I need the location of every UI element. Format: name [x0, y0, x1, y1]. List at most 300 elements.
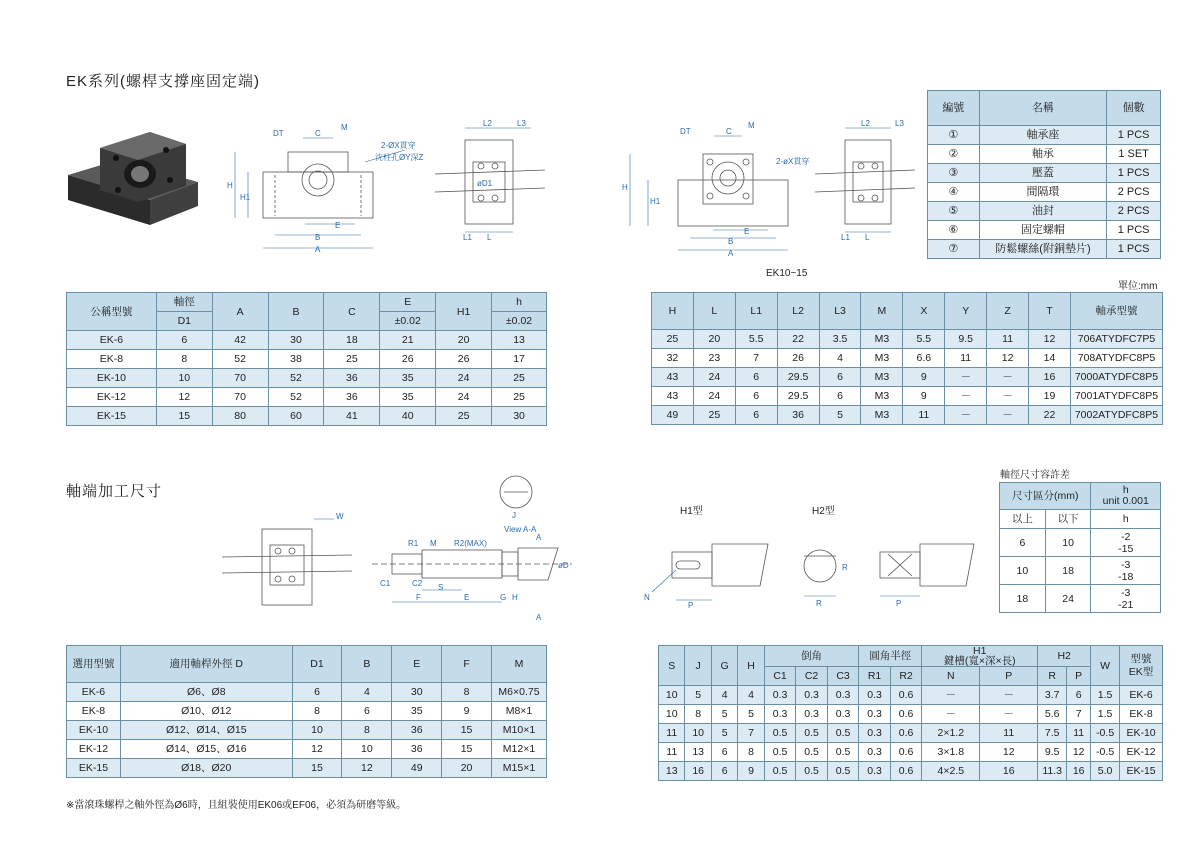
table-cell: 6: [735, 406, 777, 425]
table-header: Z: [987, 293, 1029, 330]
t1-header-c: C: [324, 293, 380, 331]
table-cell: 19: [1029, 387, 1071, 406]
tol-header-unit: unit 0.001: [1102, 495, 1149, 507]
table-cell: 22: [777, 330, 819, 349]
table-cell: 11: [980, 724, 1038, 743]
table-cell: M10×1: [491, 721, 546, 740]
table-cell: 6: [156, 331, 212, 350]
table-cell: 0.3: [764, 705, 796, 724]
table-cell: 24: [436, 388, 492, 407]
table-cell: 18: [1045, 557, 1091, 585]
t4-header-p2: P: [1067, 667, 1091, 686]
table-cell: 5.5: [735, 330, 777, 349]
table-cell: EK-6: [1120, 686, 1163, 705]
tolerance-cell: [1091, 557, 1161, 585]
tolerance-value: -15: [1118, 542, 1134, 555]
table-cell: 30: [492, 407, 547, 426]
table-cell: 0.5: [796, 743, 828, 762]
table-cell: EK-15: [67, 407, 157, 426]
t4-header-g: G: [711, 646, 737, 686]
table-cell: 21: [380, 331, 436, 350]
table-cell: 7002ATYDFC8P5: [1070, 406, 1162, 425]
table-cell: EK-6: [67, 683, 121, 702]
table-cell: 7: [735, 349, 777, 368]
h2-type-drawing: [798, 530, 978, 610]
table-cell: 7000ATYDFC8P5: [1070, 368, 1162, 387]
table-row: [659, 762, 1163, 781]
dimension-table-2: [651, 292, 1163, 425]
table-row: [67, 369, 547, 388]
t4-header-r: R: [1038, 667, 1067, 686]
svg-text:M: M: [341, 123, 348, 132]
table-cell: EK-10: [1120, 724, 1163, 743]
parts-cell: ③: [928, 164, 980, 183]
table-cell: 9: [903, 368, 945, 387]
table-cell: －: [922, 705, 980, 724]
table-row: [659, 705, 1163, 724]
table-cell: 0.3: [859, 686, 891, 705]
table-cell: 6: [711, 743, 737, 762]
table-cell: 3.7: [1038, 686, 1067, 705]
table-cell: 6: [292, 683, 342, 702]
table-cell: 43: [652, 387, 694, 406]
table-cell: 11: [1067, 724, 1091, 743]
svg-text:L2: L2: [861, 120, 870, 128]
table-row: [659, 686, 1163, 705]
table-cell: 0.3: [827, 686, 859, 705]
table-header: 軸承型號: [1070, 293, 1162, 330]
table-cell: 0.6: [890, 762, 922, 781]
t4-header-c1: C1: [764, 667, 796, 686]
tol-header-below: 以下: [1045, 510, 1091, 529]
table-cell: EK-15: [67, 759, 121, 778]
svg-text:R: R: [842, 563, 848, 572]
svg-text:M: M: [430, 539, 437, 548]
svg-text:J: J: [512, 511, 516, 520]
table-cell: －: [922, 686, 980, 705]
table-cell: 36: [324, 388, 380, 407]
parts-cell: 1 PCS: [1107, 164, 1161, 183]
table-header: 適用軸桿外徑 D: [120, 646, 292, 683]
table-row: [652, 330, 1163, 349]
table-cell: Ø10、Ø12: [120, 702, 292, 721]
shaft-end-drawing: [372, 470, 572, 625]
table-row: [67, 740, 547, 759]
table-cell: EK-12: [67, 388, 157, 407]
table-cell: 1.5: [1091, 686, 1120, 705]
svg-text:A: A: [536, 533, 542, 542]
table-header: B: [342, 646, 392, 683]
table-header: E: [392, 646, 442, 683]
svg-text:P: P: [896, 599, 902, 608]
table-cell: 30: [268, 331, 324, 350]
subtitle-ek10-15: EK10~15: [766, 268, 808, 279]
table-cell: 0.3: [859, 743, 891, 762]
table-cell: M8×1: [491, 702, 546, 721]
table-cell: 8: [685, 705, 711, 724]
table-cell: 4: [342, 683, 392, 702]
tolerance-value: -3: [1121, 558, 1131, 571]
unit-note: 單位:mm: [1118, 281, 1158, 292]
t4-header-h1: H1: [973, 645, 987, 657]
svg-text:L3: L3: [895, 120, 904, 128]
table-cell: 80: [212, 407, 268, 426]
table-cell: 7001ATYDFC8P5: [1070, 387, 1162, 406]
svg-text:S: S: [438, 583, 444, 592]
table-cell: 6: [735, 387, 777, 406]
table-cell: 0.5: [764, 743, 796, 762]
table-header: F: [442, 646, 492, 683]
table-cell: 0.3: [796, 705, 828, 724]
side-section-drawing-ek10-15: [815, 120, 925, 240]
table-cell: 6: [1067, 686, 1091, 705]
table-cell: EK-8: [67, 702, 121, 721]
table-cell: 15: [156, 407, 212, 426]
tolerance-cell: [1091, 585, 1161, 613]
table-row: [67, 331, 547, 350]
table-cell: 8: [738, 743, 764, 762]
table-cell: 5: [685, 686, 711, 705]
table-cell: 10: [292, 721, 342, 740]
table-cell: 52: [212, 350, 268, 369]
table-cell: 11: [659, 724, 685, 743]
table-header: Y: [945, 293, 987, 330]
table-row: [67, 407, 547, 426]
table-cell: 4: [711, 686, 737, 705]
svg-text:B: B: [728, 237, 734, 246]
t1-header-b: B: [268, 293, 324, 331]
table-cell: 23: [693, 349, 735, 368]
table-cell: 0.6: [890, 705, 922, 724]
h1-type-label: H1型: [680, 506, 703, 517]
table-row: [67, 388, 547, 407]
tolerance-value: -3: [1121, 586, 1131, 599]
table-cell: 36: [324, 369, 380, 388]
table-cell: 14: [1029, 349, 1071, 368]
table-cell: 0.3: [859, 762, 891, 781]
table-header: X: [903, 293, 945, 330]
front-view-drawing-ek10-15: [618, 118, 818, 258]
parts-cell: 固定螺帽: [979, 221, 1107, 240]
t1-header-h-tol: ±0.02: [492, 312, 547, 331]
t4-header-j: J: [685, 646, 711, 686]
table-cell: 49: [392, 759, 442, 778]
table-cell: 20: [436, 331, 492, 350]
table-cell: 18: [1000, 585, 1046, 613]
table-row: [67, 702, 547, 721]
shaft-section-title: 軸端加工尺寸: [66, 483, 163, 500]
tolerance-value: -18: [1118, 570, 1134, 583]
table-cell: 5.6: [1038, 705, 1067, 724]
table-cell: 16: [980, 762, 1038, 781]
parts-cell: 間隔環: [979, 183, 1107, 202]
table-row: [652, 349, 1163, 368]
table-row: [652, 368, 1163, 387]
tol-header-range: 尺寸區分(mm): [1000, 483, 1091, 510]
table-header: L1: [735, 293, 777, 330]
t4-header-n: N: [922, 667, 980, 686]
table-cell: EK-8: [1120, 705, 1163, 724]
table-cell: 10: [1000, 557, 1046, 585]
table-cell: 10: [659, 686, 685, 705]
table-cell: 25: [324, 350, 380, 369]
svg-text:B: B: [315, 233, 321, 242]
table-cell: 52: [268, 388, 324, 407]
parts-header-qty: 個數: [1107, 91, 1161, 126]
svg-text:A: A: [728, 249, 734, 258]
svg-text:DT: DT: [273, 129, 284, 138]
parts-cell: 1 PCS: [1107, 221, 1161, 240]
table-cell: 10: [1045, 529, 1091, 557]
parts-cell: 壓蓋: [979, 164, 1107, 183]
table-cell: 8: [342, 721, 392, 740]
svg-text:2-øX貫穿: 2-øX貫穿: [776, 157, 810, 166]
svg-text:2-ØX貫穿: 2-ØX貫穿: [381, 141, 416, 150]
table-cell: 6: [1000, 529, 1046, 557]
table-header: T: [1029, 293, 1071, 330]
table-cell: 0.5: [764, 724, 796, 743]
table-cell: 0.5: [796, 724, 828, 743]
svg-text:P: P: [688, 601, 694, 610]
table-cell: 0.6: [890, 686, 922, 705]
table-cell: 0.3: [859, 724, 891, 743]
table-cell: 11: [987, 330, 1029, 349]
parts-cell: ⑦: [928, 240, 980, 259]
table-cell: 15: [292, 759, 342, 778]
table-cell: 708ATYDFC8P5: [1070, 349, 1162, 368]
t4-header-chamfer: 倒角: [764, 646, 859, 667]
table-cell: 24: [1045, 585, 1091, 613]
table-cell: 1.5: [1091, 705, 1120, 724]
svg-text:E: E: [744, 227, 750, 236]
table-cell: 0.3: [859, 705, 891, 724]
table-cell: 4×2.5: [922, 762, 980, 781]
table-cell: 15: [442, 721, 492, 740]
table-cell: 35: [380, 369, 436, 388]
table-cell: 10: [685, 724, 711, 743]
table-cell: 24: [693, 387, 735, 406]
table-cell: 12: [1067, 743, 1091, 762]
t1-header-h1: H1: [436, 293, 492, 331]
table-header: L: [693, 293, 735, 330]
svg-text:沈柱孔ØY深Z: 沈柱孔ØY深Z: [375, 153, 424, 162]
table-cell: 9: [442, 702, 492, 721]
table-cell: 40: [380, 407, 436, 426]
table-row: [659, 724, 1163, 743]
tolerance-value: -2: [1121, 530, 1131, 543]
table-cell: 60: [268, 407, 324, 426]
table-cell: 4: [819, 349, 861, 368]
table-cell: －: [945, 387, 987, 406]
table-cell: 6.6: [903, 349, 945, 368]
table-cell: 25: [652, 330, 694, 349]
table-row: [67, 721, 547, 740]
table-cell: 18: [324, 331, 380, 350]
table-cell: 49: [652, 406, 694, 425]
t1-header-shaft: 軸徑: [156, 293, 212, 312]
t1-header-model: 公稱型號: [67, 293, 157, 331]
table-cell: 36: [777, 406, 819, 425]
table-cell: 6: [735, 368, 777, 387]
table-cell: 9.5: [945, 330, 987, 349]
t4-header-h: H: [738, 646, 764, 686]
t1-header-h: h: [492, 293, 547, 312]
table-cell: 12: [342, 759, 392, 778]
table-row: [652, 387, 1163, 406]
table-cell: 5.5: [903, 330, 945, 349]
table-cell: -0.5: [1091, 743, 1120, 762]
table-cell: 36: [392, 740, 442, 759]
t4-header-p: P: [980, 667, 1038, 686]
t4-header-h2: H2: [1038, 646, 1091, 667]
table-header: 選用型號: [67, 646, 121, 683]
table-cell: 29.5: [777, 387, 819, 406]
parts-cell: 防鬆螺絲(附銅墊片): [979, 240, 1107, 259]
table-cell: 11: [903, 406, 945, 425]
t1-header-d1: D1: [156, 312, 212, 331]
svg-text:C: C: [726, 127, 732, 136]
table-header: L2: [777, 293, 819, 330]
svg-text:M: M: [748, 121, 755, 130]
table-cell: M3: [861, 349, 903, 368]
table-cell: 11: [945, 349, 987, 368]
table-cell: 5: [711, 705, 737, 724]
table-cell: 13: [492, 331, 547, 350]
table-cell: 8: [156, 350, 212, 369]
t4-header-r1: R1: [859, 667, 891, 686]
svg-text:R2(MAX): R2(MAX): [454, 539, 487, 548]
table-cell: 25: [492, 369, 547, 388]
dimension-table-1: [66, 292, 547, 426]
table-header: M: [491, 646, 546, 683]
table-cell: 5.0: [1091, 762, 1120, 781]
table-cell: 15: [442, 740, 492, 759]
table-row: [1000, 585, 1161, 613]
table-cell: 10: [659, 705, 685, 724]
t4-header-model: 型號: [1130, 652, 1152, 665]
table-cell: M6×0.75: [491, 683, 546, 702]
svg-text:L1: L1: [841, 233, 850, 240]
svg-text:C1: C1: [380, 579, 391, 588]
svg-text:L1: L1: [463, 233, 472, 240]
table-cell: 35: [380, 388, 436, 407]
table-cell: 2×1.2: [922, 724, 980, 743]
svg-text:øD1: øD1: [477, 179, 493, 188]
svg-text:F: F: [416, 593, 421, 602]
table-cell: 7: [738, 724, 764, 743]
t4-header-c2: C2: [796, 667, 828, 686]
table-cell: 35: [392, 702, 442, 721]
table-cell: 0.5: [796, 762, 828, 781]
svg-text:H: H: [227, 181, 233, 190]
table-cell: 25: [693, 406, 735, 425]
table-header: L3: [819, 293, 861, 330]
svg-text:R: R: [816, 599, 822, 608]
svg-text:H: H: [512, 593, 518, 602]
table-cell: 24: [436, 369, 492, 388]
table-cell: 7.5: [1038, 724, 1067, 743]
tolerance-cell: [1091, 529, 1161, 557]
svg-text:G: G: [500, 593, 507, 602]
parts-cell: 軸承座: [979, 126, 1107, 145]
table-cell: 0.5: [827, 724, 859, 743]
table-cell: 12: [987, 349, 1029, 368]
table-cell: 8: [292, 702, 342, 721]
table-cell: 16: [685, 762, 711, 781]
product-photo: [58, 120, 210, 230]
table-cell: 24: [693, 368, 735, 387]
t4-header-c3: C3: [827, 667, 859, 686]
table-cell: 10: [156, 369, 212, 388]
table-cell: 0.5: [764, 762, 796, 781]
tolerance-value: -21: [1118, 598, 1134, 611]
svg-text:W: W: [336, 512, 344, 521]
table-cell: 6: [819, 387, 861, 406]
t4-header-model-ek: EK型: [1128, 665, 1154, 678]
tolerance-title: 軸徑尺寸容許差: [1000, 470, 1070, 481]
table-cell: 70: [212, 388, 268, 407]
parts-cell: ⑥: [928, 221, 980, 240]
svg-text:A: A: [315, 245, 321, 254]
table-cell: 9: [903, 387, 945, 406]
table-cell: 22: [1029, 406, 1071, 425]
table-cell: M15×1: [491, 759, 546, 778]
parts-cell: ⑤: [928, 202, 980, 221]
parts-cell: 1 PCS: [1107, 126, 1161, 145]
front-view-drawing-ek6-8: [215, 120, 445, 260]
table-cell: 12: [980, 743, 1038, 762]
table-cell: Ø6、Ø8: [120, 683, 292, 702]
table-cell: 0.5: [827, 743, 859, 762]
table-row: [67, 683, 547, 702]
shaft-table-4: [658, 645, 1163, 781]
table-cell: －: [980, 705, 1038, 724]
shaft-table-3: [66, 645, 547, 778]
table-row: [1000, 557, 1161, 585]
h1-type-drawing: [642, 530, 782, 610]
table-cell: 25: [492, 388, 547, 407]
svg-text:View A-A: View A-A: [504, 525, 537, 534]
table-row: [1000, 529, 1161, 557]
table-row: [652, 406, 1163, 425]
svg-text:H: H: [622, 183, 628, 192]
table-cell: 43: [652, 368, 694, 387]
table-cell: 70: [212, 369, 268, 388]
svg-text:N: N: [644, 593, 650, 602]
parts-cell: 油封: [979, 202, 1107, 221]
table-cell: 11.3: [1038, 762, 1067, 781]
tol-header-above: 以上: [1000, 510, 1046, 529]
table-cell: 32: [652, 349, 694, 368]
parts-cell: 2 PCS: [1107, 202, 1161, 221]
parts-cell: ②: [928, 145, 980, 164]
table-cell: 20: [693, 330, 735, 349]
parts-table: [927, 90, 1161, 259]
parts-cell: 1 SET: [1107, 145, 1161, 164]
t4-header-s: S: [659, 646, 685, 686]
table-cell: -0.5: [1091, 724, 1120, 743]
table-cell: 0.3: [796, 686, 828, 705]
table-cell: 0.3: [827, 705, 859, 724]
table-cell: 7: [1067, 705, 1091, 724]
parts-cell: ④: [928, 183, 980, 202]
svg-text:øD: øD: [558, 561, 569, 570]
table-cell: M3: [861, 406, 903, 425]
table-cell: －: [945, 368, 987, 387]
table-header: D1: [292, 646, 342, 683]
table-row: [67, 350, 547, 369]
table-cell: EK-12: [67, 740, 121, 759]
